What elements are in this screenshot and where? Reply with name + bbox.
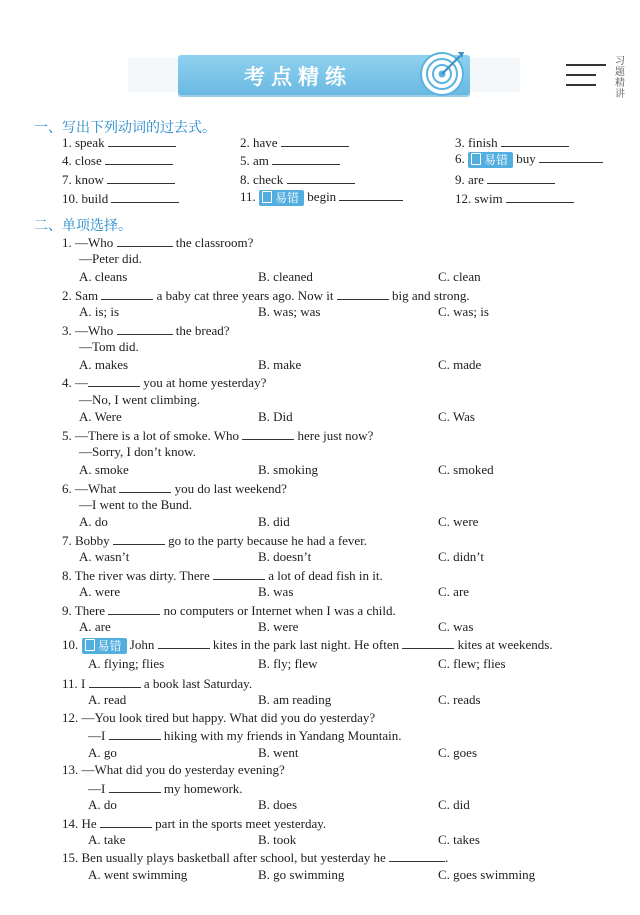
section2-heading: 二、单项选择。: [34, 218, 132, 234]
option-b[interactable]: B. doesn’t: [258, 549, 312, 564]
option-b[interactable]: B. cleaned: [258, 269, 313, 284]
option-c[interactable]: C. takes: [438, 832, 480, 847]
answer-blank[interactable]: [111, 190, 179, 203]
list-item: 5. am: [240, 152, 340, 169]
option-c[interactable]: C. was: [438, 619, 474, 634]
option-b[interactable]: B. Did: [258, 409, 293, 424]
question-stem: 1. —Who the classroom?: [62, 235, 254, 250]
option-c[interactable]: C. Was: [438, 409, 475, 424]
question-stem: 6. —What you do last weekend?: [62, 481, 287, 496]
question-reply: —I hiking with my friends in Yandang Mountain.: [88, 728, 402, 743]
option-b[interactable]: B. took: [258, 832, 297, 847]
answer-blank[interactable]: [108, 602, 160, 615]
option-b[interactable]: B. does: [258, 797, 297, 812]
option-c[interactable]: C. flew; flies: [438, 656, 506, 671]
question-reply: —Peter did.: [79, 251, 142, 266]
answer-blank[interactable]: [242, 427, 294, 440]
answer-blank[interactable]: [389, 849, 445, 862]
option-b[interactable]: B. am reading: [258, 692, 332, 707]
answer-blank[interactable]: [107, 171, 175, 184]
list-item: 9. are: [455, 171, 555, 188]
option-c[interactable]: C. did: [438, 797, 470, 812]
answer-blank[interactable]: [105, 152, 173, 165]
question-stem: 3. —Who the bread?: [62, 323, 230, 338]
question-stem: 5. —There is a lot of smoke. Who here just now?: [62, 428, 374, 443]
option-b[interactable]: B. were: [258, 619, 299, 634]
option-a[interactable]: A. go: [88, 745, 117, 760]
question-reply: —Sorry, I don’t know.: [79, 444, 196, 459]
option-c[interactable]: C. didn’t: [438, 549, 484, 564]
option-b[interactable]: B. go swimming: [258, 867, 345, 882]
question-reply: —I my homework.: [88, 781, 243, 796]
answer-blank[interactable]: [100, 815, 152, 828]
option-a[interactable]: A. flying; flies: [88, 656, 165, 671]
question-stem: 7. Bobby go to the party because he had a fever.: [62, 533, 368, 548]
question-stem: 2. Sam a baby cat three years ago. Now it big and strong.: [62, 288, 470, 303]
question-stem: 4. — you at home yesterday?: [62, 375, 267, 390]
option-a[interactable]: A. wasn’t: [79, 549, 130, 564]
list-item: 1. speak: [62, 134, 176, 151]
error-prone-tag: 易错: [259, 190, 304, 206]
answer-blank[interactable]: [281, 134, 349, 147]
question-stem: 15. Ben usually plays basketball after school, but yesterday he .: [62, 850, 449, 865]
answer-blank[interactable]: [339, 188, 403, 201]
option-b[interactable]: B. fly; flew: [258, 656, 318, 671]
answer-blank[interactable]: [108, 134, 176, 147]
option-a[interactable]: A. is; is: [79, 304, 120, 319]
question-stem: 8. The river was dirty. There a lot of dead fish in it.: [62, 568, 383, 583]
option-c[interactable]: C. was; is: [438, 304, 489, 319]
option-b[interactable]: B. went: [258, 745, 299, 760]
option-c[interactable]: C. goes swimming: [438, 867, 536, 882]
question-reply: —I went to the Bund.: [79, 497, 193, 512]
answer-blank[interactable]: [272, 152, 340, 165]
option-a[interactable]: A. smoke: [79, 462, 129, 477]
list-item: 10. build: [62, 190, 179, 207]
answer-blank[interactable]: [88, 374, 140, 387]
answer-blank[interactable]: [117, 322, 173, 335]
option-c[interactable]: C. were: [438, 514, 479, 529]
error-prone-tag: 易错: [468, 152, 513, 168]
option-c[interactable]: C. goes: [438, 745, 477, 760]
option-b[interactable]: B. smoking: [258, 462, 318, 477]
option-c[interactable]: C. smoked: [438, 462, 494, 477]
option-a[interactable]: A. take: [88, 832, 126, 847]
answer-blank[interactable]: [109, 780, 161, 793]
question-stem: 11. I a book last Saturday.: [62, 676, 253, 691]
answer-blank[interactable]: [109, 727, 161, 740]
option-b[interactable]: B. was; was: [258, 304, 321, 319]
option-b[interactable]: B. was: [258, 584, 294, 599]
option-c[interactable]: C. clean: [438, 269, 481, 284]
list-item: 12. swim: [455, 190, 574, 207]
option-c[interactable]: C. are: [438, 584, 470, 599]
question-stem: 12. —You look tired but happy. What did you do yesterday?: [62, 710, 376, 725]
list-item: 7. know: [62, 171, 175, 188]
option-b[interactable]: B. make: [258, 357, 302, 372]
option-a[interactable]: A. went swimming: [88, 867, 188, 882]
answer-blank[interactable]: [402, 636, 454, 649]
answer-blank[interactable]: [213, 567, 265, 580]
option-a[interactable]: A. were: [79, 584, 121, 599]
question-stem: 10. 易错 John kites in the park last night. He often kites at weekends.: [62, 637, 553, 654]
option-a[interactable]: A. Were: [79, 409, 122, 424]
answer-blank[interactable]: [337, 287, 389, 300]
option-a[interactable]: A. makes: [79, 357, 129, 372]
side-label: 习题精讲: [615, 56, 625, 100]
option-c[interactable]: C. reads: [438, 692, 481, 707]
page-title: 考点精练: [244, 65, 352, 89]
document-icon: [471, 153, 481, 165]
section1-heading: 一、写出下列动词的过去式。: [34, 120, 216, 136]
answer-blank[interactable]: [117, 234, 173, 247]
document-icon: [262, 191, 272, 203]
answer-blank[interactable]: [539, 150, 603, 163]
answer-blank[interactable]: [119, 480, 171, 493]
option-a[interactable]: A. do: [79, 514, 108, 529]
option-b[interactable]: B. did: [258, 514, 290, 529]
answer-blank[interactable]: [506, 190, 574, 203]
answer-blank[interactable]: [287, 171, 355, 184]
document-icon: [85, 639, 95, 651]
question-stem: 14. He part in the sports meet yesterday.: [62, 816, 327, 831]
option-c[interactable]: C. made: [438, 357, 482, 372]
answer-blank[interactable]: [101, 287, 153, 300]
list-item: 11. 易错 begin: [240, 188, 403, 206]
list-item: 3. finish: [455, 134, 569, 151]
option-a[interactable]: A. are: [79, 619, 111, 634]
side-bracket-marks: [566, 56, 612, 100]
question-reply: —Tom did.: [79, 339, 139, 354]
question-stem: 13. —What did you do yesterday evening?: [62, 762, 285, 777]
option-a[interactable]: A. cleans: [79, 269, 128, 284]
target-icon: [418, 48, 466, 96]
answer-blank[interactable]: [89, 675, 141, 688]
option-a[interactable]: A. read: [88, 692, 127, 707]
answer-blank[interactable]: [158, 636, 210, 649]
option-a[interactable]: A. do: [88, 797, 117, 812]
error-prone-tag: 易错: [82, 638, 127, 654]
answer-blank[interactable]: [487, 171, 555, 184]
answer-blank[interactable]: [113, 532, 165, 545]
question-reply: —No, I went climbing.: [79, 392, 200, 407]
list-item: 4. close: [62, 152, 173, 169]
question-stem: 9. There no computers or Internet when I was a child.: [62, 603, 396, 618]
list-item: 6. 易错 buy: [455, 150, 603, 168]
list-item: 2. have: [240, 134, 349, 151]
answer-blank[interactable]: [501, 134, 569, 147]
list-item: 8. check: [240, 171, 355, 188]
